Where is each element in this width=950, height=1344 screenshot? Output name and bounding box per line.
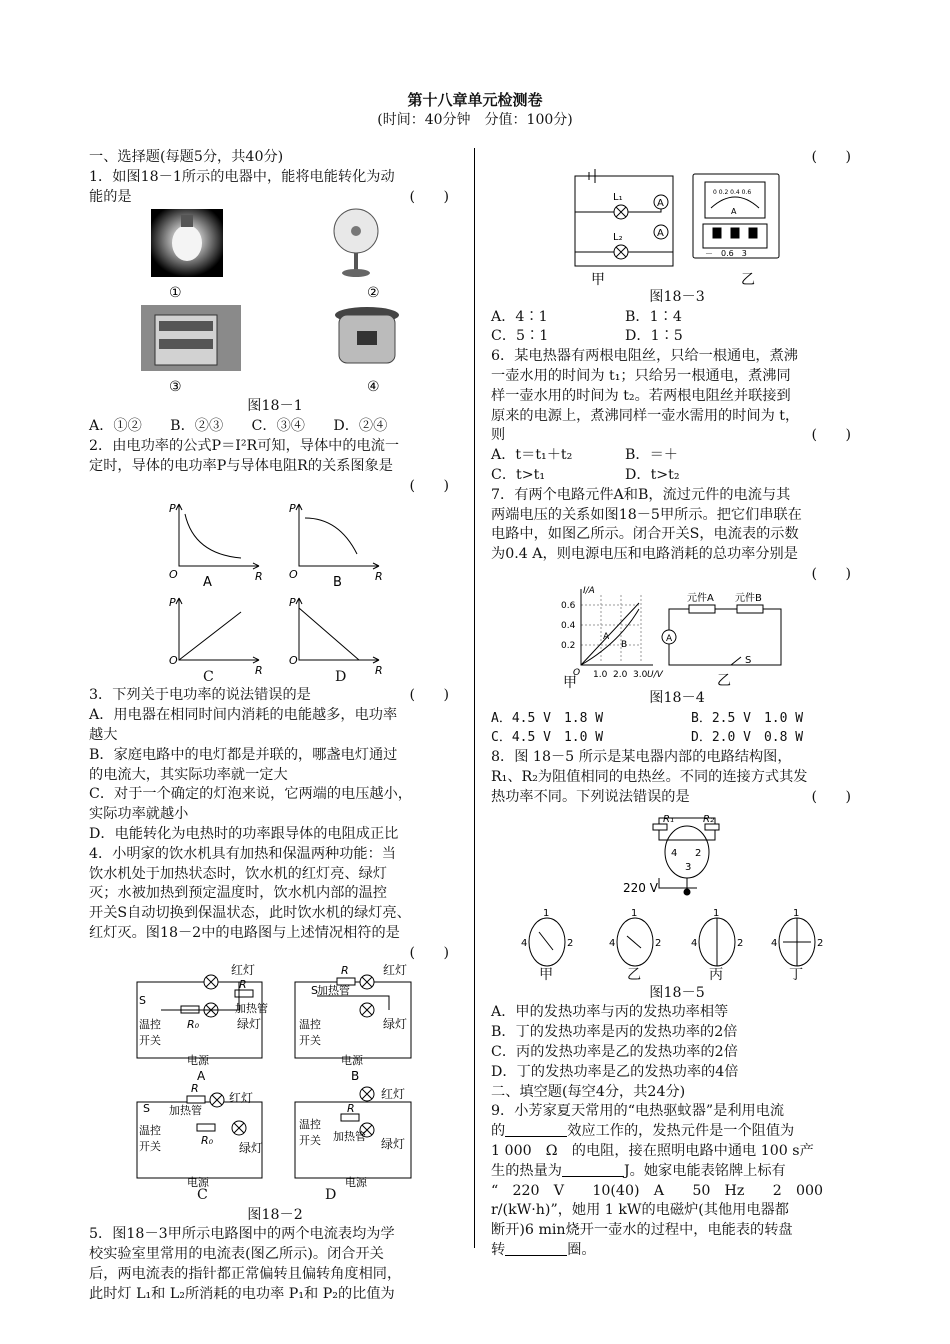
terminal-2: 2 xyxy=(655,937,662,949)
q8-text: 热功率不同。下列说法错误的是 xyxy=(491,788,690,805)
fig5-label-yi: 乙 xyxy=(627,966,642,983)
q8-line: 8．图 18－5 所示是某电器内部的电路结构图， xyxy=(491,749,792,766)
q4-paren-row xyxy=(89,944,461,964)
line-c xyxy=(179,612,241,660)
q7-option-d: D．2.0 V 0.8 W xyxy=(691,730,804,746)
photo-label-4: ④ xyxy=(367,379,380,396)
axis-origin: O xyxy=(169,568,178,582)
lamp-l2-label: L₂ xyxy=(613,231,623,243)
terminal-3: 3 xyxy=(685,861,692,873)
photo-label-2: ② xyxy=(367,285,380,302)
q1-text: 能的是 xyxy=(89,188,132,205)
ammeter-label: A xyxy=(666,633,673,644)
q3-option-a: A．用电器在相同时间内消耗的电能越多，电功率 xyxy=(89,707,398,724)
axis-label-r: R xyxy=(375,570,383,584)
axis-origin: O xyxy=(289,654,298,668)
terminal-4: 4 xyxy=(771,937,778,949)
axis-label-i: I/A xyxy=(583,585,595,596)
answer-paren: ( ) xyxy=(811,788,851,805)
q6-line: 一壶水用的时间为 t₁；只给另一根通电，煮沸同 xyxy=(491,367,791,384)
label-green-light: 绿灯 xyxy=(381,1136,406,1151)
fig3-jia-label: 甲 xyxy=(591,271,605,288)
q6-line: 6．某电热器有两根电阻丝，只给一根通电，煮沸 xyxy=(491,348,798,365)
answer-paren: ( ) xyxy=(409,188,449,205)
label-r2: R₂ xyxy=(703,813,714,825)
label-switch: 温控 xyxy=(299,1017,321,1031)
q7-option-b: B．2.5 V 1.0 W xyxy=(691,710,804,726)
q1-options: A．①② B．②③ C．③④ D．②④ xyxy=(89,418,388,435)
figure-caption: 图18－3 xyxy=(649,288,705,305)
terminal-4: 4 xyxy=(609,937,616,949)
q1-line: 1．如图18－1所示的电器中，能将电能转化为动 xyxy=(89,168,395,185)
label-switch-s: S xyxy=(143,1101,150,1115)
label-power-source: 电源 xyxy=(187,1053,209,1067)
q7-line: 电路中，如图乙所示。闭合开关S，电流表的示数 xyxy=(491,526,799,543)
ammeter-a2-label: A xyxy=(657,227,664,239)
line-label-a: A xyxy=(603,631,610,642)
y-tick: 0.4 xyxy=(561,620,576,631)
line-label-b: B xyxy=(621,639,628,650)
label-red-light: 红灯 xyxy=(381,1086,406,1101)
q8-line: R₁、R₂为阻值相同的电热丝。不同的连接方式其发 xyxy=(491,768,808,785)
label-r1: R₁ xyxy=(663,813,674,825)
q6-options-row1 xyxy=(491,446,863,466)
circuit-yi xyxy=(669,609,781,665)
q2-paren-row xyxy=(89,477,461,497)
axis-label-p: P xyxy=(169,596,176,610)
answer-blank[interactable] xyxy=(505,1122,567,1137)
q7-options-row1 xyxy=(491,709,863,729)
q6-option-b: B．＝＋ xyxy=(625,447,678,464)
answer-paren: ( ) xyxy=(811,565,851,582)
label-power-source: 电源 xyxy=(341,1053,363,1067)
answer-paren: ( ) xyxy=(409,944,449,961)
y-tick: 0.2 xyxy=(561,640,576,651)
fig4-yi-label: 乙 xyxy=(717,672,731,689)
label-r0: R₀ xyxy=(187,1017,200,1031)
q7-line: 两端电压的关系如图18－5甲所示。把它们串联在 xyxy=(491,506,802,523)
q9-text: 生的热量为 xyxy=(491,1162,562,1179)
q9-text: J。她家电能表铭牌上标有 xyxy=(623,1162,786,1179)
label-power-source: 电源 xyxy=(187,1175,209,1189)
q6-option-c: C．t>t₁ xyxy=(491,466,546,483)
switch-label: S xyxy=(745,654,752,666)
axis-origin: O xyxy=(573,667,581,678)
terminal-1: 1 xyxy=(543,907,550,919)
label-element-a: 元件A xyxy=(687,592,714,604)
x-tick: 1.0 xyxy=(593,669,608,680)
q6-line: 样一壶水用的时间为 t₂。若两根电阻丝并联接到 xyxy=(491,387,791,404)
q6-line: 原来的电源上，煮沸同样一壶水需用的时间为 t， xyxy=(491,407,800,424)
q7-line: 7．有两个电路元件A和B，流过元件的电流与其 xyxy=(491,486,791,503)
terminal-2: 2 xyxy=(567,937,574,949)
graph-label-b: B xyxy=(333,575,342,591)
terminal-1: 1 xyxy=(631,907,638,919)
q9-line: “ 220 V 10(40) A 50 Hz 2 000 xyxy=(491,1182,824,1199)
q5-option-b: B．1∶4 xyxy=(625,308,682,325)
label-heater: 加热管 xyxy=(333,1129,366,1143)
label-red-light: 红灯 xyxy=(231,962,256,977)
q5-paren-row xyxy=(491,148,863,168)
q2-line: 定时，导体的电功率P与导体电阻R的关系图象是 xyxy=(89,457,393,474)
q5-line: 5．图18－3甲所示电路图中的两个电流表均为学 xyxy=(89,1226,395,1243)
circuit-labels-cd xyxy=(89,1186,461,1206)
graph-labels-cd xyxy=(89,668,461,686)
graph-label-d: D xyxy=(335,669,347,686)
q7-line: 为0.4 A，则电源电压和电路消耗的总功率分别是 xyxy=(491,546,798,563)
q9-text: 效应工作的，发热元件是一个阻值为 xyxy=(567,1123,795,1140)
q9-text: 转 xyxy=(491,1241,506,1258)
label-heater: 加热管 xyxy=(169,1103,202,1117)
label-switch: 开关 xyxy=(139,1033,161,1047)
label-green-light: 绿灯 xyxy=(239,1140,264,1155)
q4-line: 开关S自动切换到保温状态，此时饮水机的绿灯亮、 xyxy=(89,905,411,922)
terminal-2: 2 xyxy=(695,847,702,859)
page-header xyxy=(0,90,950,130)
q5-options-row1 xyxy=(491,308,863,328)
axis-origin: O xyxy=(169,654,178,668)
terminal-1: 1 xyxy=(713,907,720,919)
q7-paren-row xyxy=(491,565,863,585)
line-element-a xyxy=(581,603,639,665)
section-title: 一、选择题(每题5分，共40分) xyxy=(89,149,284,165)
fig4-jia-label: 甲 xyxy=(563,674,577,691)
terminal-2: 2 xyxy=(737,937,744,949)
label-heater: 加热管 xyxy=(235,1001,268,1015)
circuit-label-c: C xyxy=(197,1186,208,1203)
photo-label-3: ③ xyxy=(169,379,182,396)
q7-option-a: A．4.5 V 1.8 W xyxy=(491,710,604,726)
voltage-label: 220 V xyxy=(623,880,658,895)
q6-option-a: A．t＝t₁＋t₂ xyxy=(491,447,573,464)
x-tick: 2.0 xyxy=(613,669,628,680)
axis-label-r: R xyxy=(375,664,383,678)
axis-label-r: R xyxy=(255,664,263,678)
q9-line: r/(kW·h)”，她用 1 kW的电磁炉(其他用电器都 xyxy=(491,1202,789,1219)
fig5-label-bing: 丙 xyxy=(709,966,724,983)
curve-element-b xyxy=(581,609,639,665)
graph-label-c: C xyxy=(203,669,214,686)
label-r: R xyxy=(347,1101,355,1115)
label-r: R xyxy=(341,963,349,977)
q3-option-c: C．对于一个确定的灯泡来说，它两端的电压越小， xyxy=(89,786,412,803)
terminal-1: 1 xyxy=(793,907,800,919)
figure-caption: 图18－1 xyxy=(247,398,303,415)
label-power-source: 电源 xyxy=(345,1175,367,1189)
q8-option-d: D．丁的发热功率是乙的发热功率的4倍 xyxy=(491,1063,739,1080)
q5-line: 校实验室里常用的电流表(图乙所示)。闭合开关 xyxy=(89,1246,384,1263)
label-switch-s: S xyxy=(139,993,146,1007)
figure-18-5 xyxy=(491,808,863,966)
label-switch: 开关 xyxy=(299,1033,321,1047)
q2-line: 2．由电功率的公式P＝I²R可知，导体中的电流一 xyxy=(89,437,400,454)
meter-face-label: A xyxy=(731,206,737,216)
label-r: R xyxy=(239,977,247,991)
q3-line xyxy=(89,686,461,706)
fig5-label-jia: 甲 xyxy=(539,966,554,983)
x-tick: 3.0 xyxy=(633,669,648,680)
terminal-2: 2 xyxy=(817,937,824,949)
section-title: 二、填空题(每空4分，共24分) xyxy=(491,1083,686,1100)
answer-paren: ( ) xyxy=(409,687,449,704)
column-divider xyxy=(474,148,475,1248)
label-switch-s: S xyxy=(311,983,318,997)
q1-line xyxy=(89,188,461,208)
q9-text: 的 xyxy=(491,1123,506,1140)
q8-option-a: A．甲的发热功率与丙的发热功率相等 xyxy=(491,1004,729,1021)
terminal-4: 4 xyxy=(521,937,528,949)
y-tick: 0.6 xyxy=(561,600,576,611)
fig3-yi-label: 乙 xyxy=(741,271,755,288)
label-heater: 加热管 xyxy=(317,983,350,997)
graph-label-a: A xyxy=(203,575,212,591)
meter-ticks: 0 0.2 0.4 0.6 xyxy=(713,188,752,196)
line-d xyxy=(299,608,359,660)
photo-label-1: ① xyxy=(169,285,182,302)
label-element-b: 元件B xyxy=(735,592,762,604)
q8-line xyxy=(491,788,863,808)
q9-line xyxy=(491,1122,863,1142)
lamp-l1-label: L₁ xyxy=(613,191,623,203)
q3-option-a: 越大 xyxy=(89,726,118,743)
axis-label-p: P xyxy=(289,596,296,610)
q6-option-d: D．t>t₂ xyxy=(625,466,680,483)
fig5-labels xyxy=(491,966,863,984)
axis-label-r: R xyxy=(255,570,263,584)
figure-caption: 图18－2 xyxy=(247,1206,303,1223)
pressure-cooker-photo xyxy=(335,307,399,363)
q6-options-row2 xyxy=(491,466,863,486)
q5-line: 此时灯 L₁和 L₂所消耗的电功率 P₁和 P₂的比值为 xyxy=(89,1285,395,1302)
q8-option-b: B．丁的发热功率是丙的发热功率的2倍 xyxy=(491,1024,738,1041)
figure-18-3 xyxy=(491,168,863,288)
ammeter-a1-label: A xyxy=(657,197,664,209)
circuit-label-a: A xyxy=(197,1068,206,1083)
q4-line: 红灯灭。图18－2中的电路图与上述情况相符的是 xyxy=(89,924,400,941)
right-column xyxy=(491,148,863,1261)
label-r: R xyxy=(191,1081,199,1095)
tram-photo xyxy=(141,305,241,371)
figure-18-2 xyxy=(89,962,461,1189)
label-red-light: 红灯 xyxy=(383,962,408,977)
ammeter-device xyxy=(693,174,779,258)
q7-options-row2 xyxy=(491,728,863,748)
q3-text: 3．下列关于电功率的说法错误的是 xyxy=(89,687,311,704)
terminal-4: 4 xyxy=(671,847,678,859)
q5-option-a: A．4∶1 xyxy=(491,308,548,325)
q6-text: 则 xyxy=(491,427,506,444)
figure-caption: 图18－4 xyxy=(649,689,705,706)
q4-line: 饮水机处于加热状态时，饮水机的红灯亮、绿灯 xyxy=(89,865,387,882)
label-red-light: 红灯 xyxy=(229,1090,254,1105)
pr-graphs xyxy=(89,496,461,678)
answer-paren: ( ) xyxy=(811,427,851,444)
q9-line: 9．小芳家夏天常用的“电热驱蚊器”是利用电流 xyxy=(491,1103,785,1120)
curve-b xyxy=(305,518,357,554)
left-column xyxy=(89,148,461,1305)
label-switch: 温控 xyxy=(139,1123,161,1137)
axis-label-p: P xyxy=(289,502,296,516)
label-switch: 温控 xyxy=(139,1017,161,1031)
q3-option-b: 的电流大，其实际功率就一定大 xyxy=(89,766,288,783)
q9-line xyxy=(491,1162,863,1182)
q4-line: 4．小明家的饮水机具有加热和保温两种功能：当 xyxy=(89,845,396,862)
q7-option-c: C．4.5 V 1.0 W xyxy=(491,730,604,746)
answer-blank[interactable] xyxy=(505,1241,567,1256)
meter-terminals: － 0.6 3 xyxy=(705,248,747,258)
q5-options-row2 xyxy=(491,327,863,347)
circuit-label-b: B xyxy=(351,1068,360,1083)
label-switch: 开关 xyxy=(139,1139,161,1153)
label-switch: 温控 xyxy=(299,1117,321,1131)
answer-blank[interactable] xyxy=(562,1162,624,1177)
q3-option-c: 实际功率就越小 xyxy=(89,806,189,823)
label-green-light: 绿灯 xyxy=(383,1016,408,1031)
axis-label-u: U/V xyxy=(647,669,663,680)
q9-line xyxy=(491,1241,863,1261)
q3-option-b: B．家庭电路中的电灯都是并联的，哪盏电灯通过 xyxy=(89,746,398,763)
figure-caption: 图18－5 xyxy=(649,984,705,1001)
curve-a xyxy=(185,514,241,558)
label-r0: R₀ xyxy=(201,1133,214,1147)
q5-option-d: D．1∶5 xyxy=(625,328,683,345)
terminal-4: 4 xyxy=(691,937,698,949)
q5-line: 后，两电流表的指针都正常偏转且偏转角度相同， xyxy=(89,1265,402,1282)
axis-label-p: P xyxy=(169,502,176,516)
q9-text: 圈。 xyxy=(567,1241,596,1258)
q9-line: 断开)6 min烧开一壶水的过程中，电能表的转盘 xyxy=(491,1222,793,1239)
axis-origin: O xyxy=(289,568,298,582)
page-subtitle: (时间：40分钟 分值：100分) xyxy=(377,112,573,128)
figure-18-1 xyxy=(89,207,461,397)
q9-line: 1 000 Ω 的电阻，接在照明电路中通电 100 s产 xyxy=(491,1142,814,1159)
q6-line xyxy=(491,426,863,446)
answer-paren: ( ) xyxy=(811,149,851,165)
page-title: 第十八章单元检测卷 xyxy=(407,91,543,109)
q4-line: 灭；水被加热到预定温度时，饮水机内部的温控 xyxy=(89,885,387,902)
answer-paren: ( ) xyxy=(409,477,449,494)
light-bulb-photo xyxy=(151,209,223,277)
fig5-label-ding: 丁 xyxy=(789,966,804,983)
electric-fan-photo xyxy=(334,209,378,277)
q5-option-c: C．5∶1 xyxy=(491,328,549,345)
circuit-label-d: D xyxy=(325,1186,337,1203)
label-green-light: 绿灯 xyxy=(237,1016,262,1031)
label-switch: 开关 xyxy=(299,1133,321,1147)
q8-option-c: C．丙的发热功率是乙的发热功率的2倍 xyxy=(491,1043,738,1060)
q3-option-d: D．电能转化为电热时的功率跟导体的电阻成正比 xyxy=(89,825,399,842)
figure-18-4 xyxy=(491,585,863,689)
